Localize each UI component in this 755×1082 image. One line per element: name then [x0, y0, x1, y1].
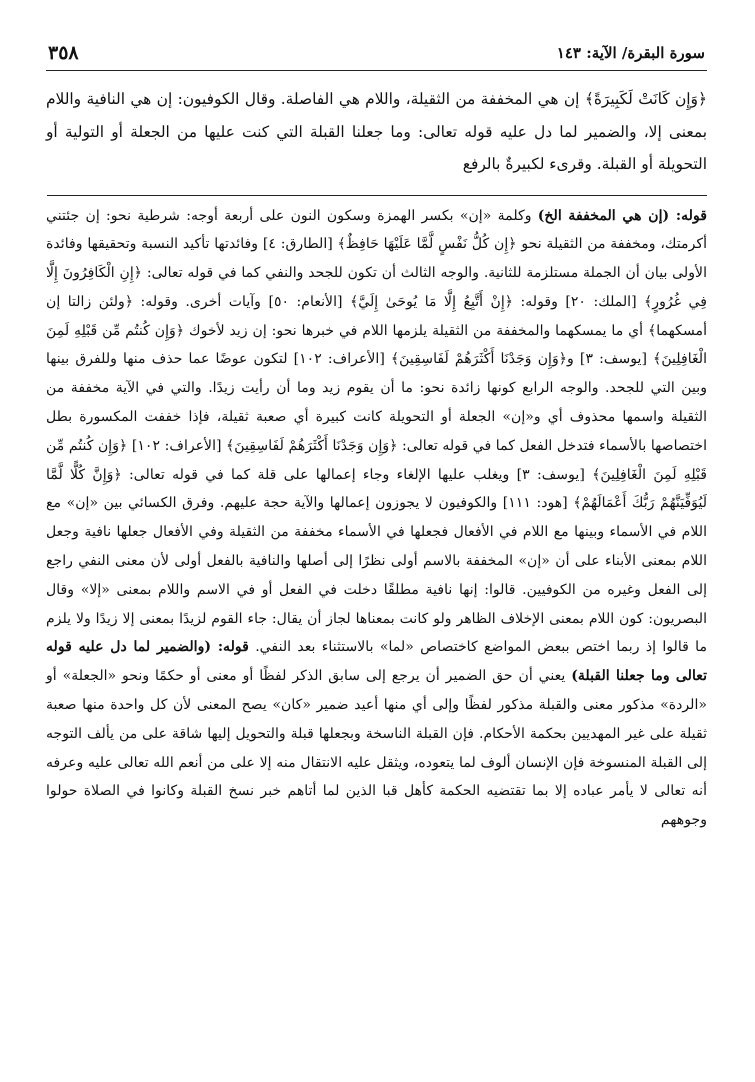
- main-commentary: [46, 83, 707, 181]
- footnote-label-2: قوله:: [217, 639, 249, 656]
- footnote-heading: (إن هي المخففة الخ): [537, 207, 676, 224]
- quran-quote: ﴿وَإِن كَانَتْ لَكَبِيرَةً﴾: [584, 90, 707, 108]
- footnote-divider: [47, 195, 707, 196]
- footnote-paragraph: [46, 202, 707, 836]
- footnote-section: [46, 202, 707, 836]
- page-number: ٣٥٨: [48, 42, 79, 64]
- page-header: [46, 40, 707, 71]
- footnote-heading-2: (والضمير لما دل عليه قوله تعالى وما جعلنا القبلة): [46, 639, 707, 685]
- running-title: سورة البقرة/ الآية: ١٤٣: [556, 44, 705, 62]
- book-page: [46, 40, 707, 1070]
- main-body: إن هي المخففة من الثقيلة، واللام هي الفاصلة. وقال الكوفيون: إن هي النافية واللام بمعنى إلا، والضمير لما دل عليه قوله تعالى: وما جعلنا القبلة التي كنت عليها من الجعلة أو التولية أو التحويلة أو القبلة. وقرىء لكبيرةٌ بالرفع: [46, 90, 707, 173]
- main-paragraph: [46, 83, 707, 181]
- footnote-label: قوله:: [675, 207, 707, 224]
- footnote-body-2: يعني أن حق الضمير أن يرجع إلى سابق الذكر لفظًا أو معنى أو حكمًا ونحو «الجعلة» أو «الردة» مذكور معنى والقبلة مذكور لفظًا وإلى أي منها أعيد ضمير «كان» يصح المعنى لأن كل واحدة منها صعبة ثقيلة على غير المهديين بحكمة الأحكام. فإن القبلة الناسخة وبجعلها قبلة والتحويل إليها شاقة على من يألف التوجه إلى القبلة المنسوخة فإن الإنسان ألوف لما يتعوده، ويثقل عليه الانتقال منه إلا على من أنعم الله تعالى عليه وعرفه أنه تعالى لا يأمر عباده إلا بما تقتضيه الحكمة كأهل قبا الذين لما أتاهم خبر نسخ القبلة وكانوا في الصلاة حولوا وجوههم: [46, 668, 707, 829]
- footnote-body: وكلمة «إن» بكسر الهمزة وسكون النون على أربعة أوجه: شرطية نحو: إن جئتني أكرمتك، ومخففة من الثقيلة نحو ﴿إِن كُلُّ نَفْسٍ لَّمَّا عَلَيْهَا حَافِظٌ﴾ [الطارق: ٤] وفائدتها تأكيد النسبة وتحقيقها وفائدة الأولى بيان أن الجملة مستلزمة للثانية. والوجه الثالث أن تكون للجحد والنفي كما في قوله تعالى: ﴿إِنِ الْكَافِرُونَ إِلَّا فِي غُرُورٍ﴾ [الملك: ٢٠] وقوله: ﴿إِنْ أَتَّبِعُ إِلَّا مَا يُوحَىٰ إِلَيَّ﴾ [الأنعام: ٥٠] وآيات أخرى. وقوله: ﴿ولئن زالتا إن أمسكهما﴾ أي ما يمسكهما والمخففة من الثقيلة يلزمها اللام في خبرها نحو: إن زيد لأخوك ﴿وَإِن كُنتُم مِّن قَبْلِهِ لَمِنَ الْغَافِلِينَ﴾ [يوسف: ٣] و﴿وَإِن وَجَدْنَا أَكْثَرَهُمْ لَفَاسِقِينَ﴾ [الأعراف: ١٠٢] لتكون عوضًا عما حذف منها وللفرق بينها وبين التي للجحد. والوجه الرابع كونها زائدة نحو: ما أن يقوم زيد وما أن رأيت زيدًا. والتي في الآية مخففة من الثقيلة واسمها محذوف أي و«إن» الجعلة أو التحويلة كانت كبيرة أي صعبة ثقيلة، فإذا خففت المكسورة بطل اختصاصها بالأسماء فتدخل الفعل كما في قوله تعالى: ﴿وَإِن وَجَدْنَا أَكْثَرَهُمْ لَفَاسِقِينَ﴾ [الأعراف: ١٠٢] ﴿وَإِن كُنتُم مِّن قَبْلِهِ لَمِنَ الْغَافِلِينَ﴾ [يوسف: ٣] ويغلب عليها الإلغاء وجاء إعمالها على قلة كما في قوله تعالى: ﴿وَإِنَّ كُلًّا لَّمَّا لَيُوَفِّيَنَّهُمْ رَبُّكَ أَعْمَالَهُمْ﴾ [هود: ١١١] والكوفيون لا يجوزون إعمالها والآية حجة عليهم. وفرق الكسائي بين «إن» مع اللام في الأسماء وبينها مع اللام في الأفعال فجعلها في الأسماء مخففة من الثقيلة وفي الأفعال جعلها نافية وجعل اللام بمعنى الأبناء على أن «إن» المخففة بالاسم أولى نظرًا إلى أصلها والنافية بالفعل أولى لأن معنى النفي راجع إلى الفعل وغيره من الكوفيين. قالوا: إنها نافية مطلقًا دخلت في الفعل أو في الاسم واللام بمعنى «إلا» وقال البصريون: كون اللام بمعنى الإخلاف الظاهر ولو كانت بمعناها لجاز أن يقال: جاء القوم لزيدًا بمعنى إلا زيدًا ولا يلزم ما قالوا إذ ربما اختص ببعض المواضع كاختصاص «لما» بالاستثناء بعد النفي.: [46, 207, 708, 656]
